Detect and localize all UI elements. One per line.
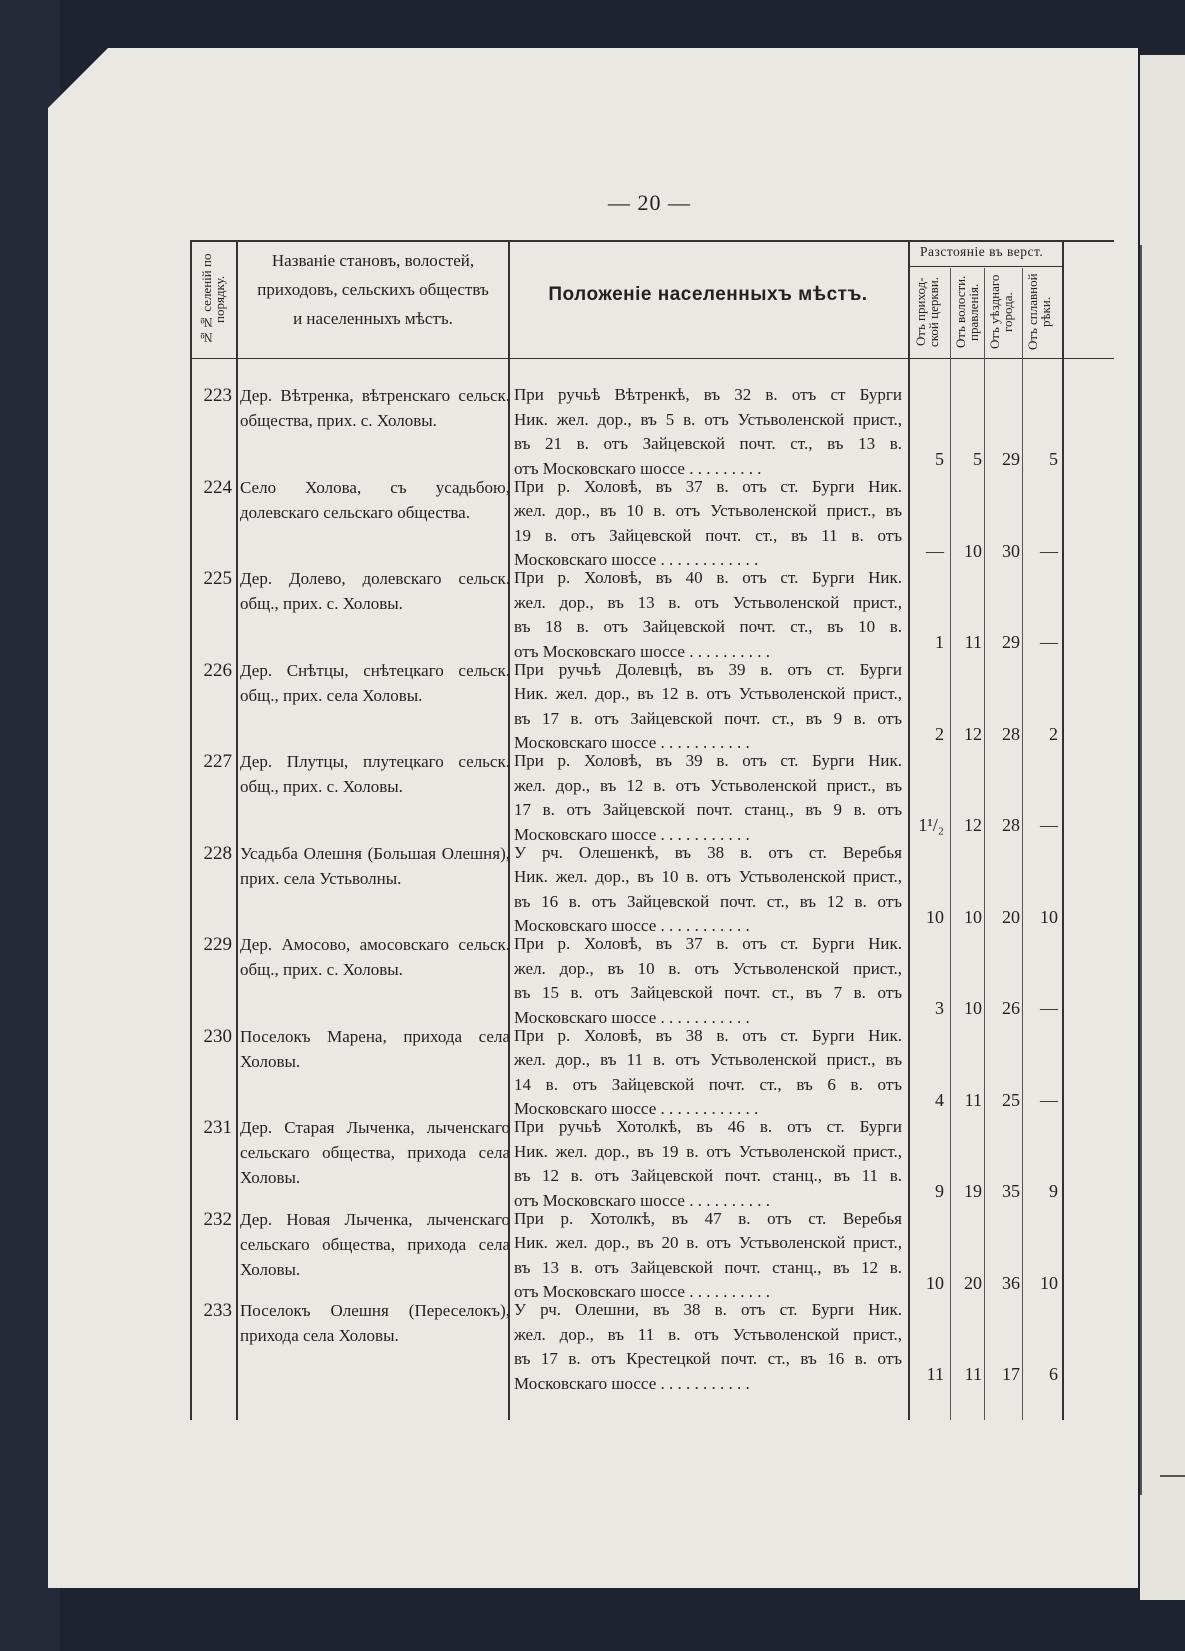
settlement-name: Дер. Вѣтренка, вѣтренскаго сельск. общества, прих. с. Холовы. [240, 386, 510, 430]
position-line: Московскаго шоссе . . . . . . . . . . . [514, 1007, 750, 1027]
dist-church: 5 [935, 449, 944, 469]
settlement-name: Дер. Новая Лыченка, лыченскаго сельскаго общества, прихода села Холовы. [240, 1209, 510, 1279]
dist-town: 29 [1002, 449, 1020, 469]
dist-church: 2 [935, 723, 944, 744]
settlement-number: 231 [203, 1117, 232, 1138]
header-dist-volost: Отъ волости. правленія. [953, 275, 981, 349]
dist-river: 5 [1049, 449, 1058, 469]
table-row [190, 1024, 1114, 1116]
position-line: жел. дор., въ 13 в. отъ Устьволенской прист., [514, 592, 902, 612]
position-line: У рч. Олешни, въ 38 в. отъ ст. Бурги Ник. [514, 1300, 902, 1319]
position-line: жел. дор., въ 11 в. отъ Устьволенской прист., въ [514, 1050, 902, 1069]
header-bottom-rule [190, 358, 1114, 359]
next-page-bottom-rule [1160, 1475, 1185, 1477]
header-name-line-3: и населенныхъ мѣстъ. [293, 309, 453, 328]
position-line: жел. дор., въ 11 в. отъ Устьволенской прист., [514, 1324, 902, 1344]
dist-town: 17 [1002, 1364, 1020, 1384]
dist-river: 10 [1040, 1272, 1058, 1293]
position-line: Ник. жел. дор., въ 19 в. отъ Устьволенской прист., [514, 1141, 902, 1161]
position-line: въ 16 в. отъ Зайцевской почт. ст., въ 12 в. отъ [514, 891, 902, 911]
settlement-number: 229 [203, 934, 232, 955]
dist-river: — [1040, 998, 1058, 1018]
settlement-name: Поселокъ Олешня (Переселокъ), прихода села Холовы. [240, 1301, 510, 1345]
dist-town: 28 [1002, 815, 1020, 835]
table-row [190, 566, 1114, 661]
dist-volost: 12 [964, 815, 982, 835]
position-line: При р. Холовѣ, въ 40 в. отъ ст. Бурги Ник. [514, 568, 902, 587]
header-name-line-1: Названіе становъ, волостей, [271, 251, 475, 270]
settlement-position [514, 566, 902, 664]
settlement-name: Дер. Плутцы, плутецкаго сельск. общ., прих. с. Холовы. [240, 752, 510, 796]
header-dist-church: Отъ приход- ской церкви. [913, 276, 941, 348]
position-line: 14 в. отъ Зайцевской почт. ст., въ 6 в. отъ [514, 1074, 902, 1094]
position-line: въ 17 в. отъ Зайцевской почт. ст., въ 9 в. отъ [514, 708, 902, 728]
settlement-name: Дер. Снѣтцы, снѣтецкаго сельск. общ., прих. села Холовы. [240, 660, 510, 705]
position-line: При р. Холовѣ, въ 37 в. отъ ст. Бурги Ник. [514, 476, 902, 496]
dist-river: — [1040, 1089, 1058, 1110]
position-line: отъ Московскаго шоссе . . . . . . . . . . [514, 1190, 770, 1210]
settlement-position [514, 475, 902, 573]
settlement-number: 230 [203, 1025, 232, 1047]
settlement-name: Дер. Старая Лыченка, лыченскаго сельскаго общества, прихода села Холовы. [240, 1118, 510, 1187]
dist-volost: 10 [964, 540, 982, 561]
dist-church: 10 [926, 906, 944, 927]
table-row [190, 475, 1114, 567]
position-line: 17 в. отъ Зайцевской почт. станц., въ 9 в. отъ [514, 800, 902, 819]
settlement-name: Поселокъ Марена, прихода села Холовы. [240, 1026, 510, 1071]
dist-volost: 11 [964, 1364, 982, 1384]
position-line: Ник. жел. дор., въ 20 в. отъ Устьволенской прист., [514, 1233, 902, 1252]
position-line: Московскаго шоссе . . . . . . . . . . . [514, 733, 750, 752]
table-top-rule [190, 240, 1114, 242]
settlement-number: 223 [203, 385, 232, 406]
dist-volost: 10 [964, 906, 982, 927]
position-line: Ник. жел. дор., въ 12 в. отъ Устьволенской прист., [514, 684, 902, 703]
dist-town: 25 [1002, 1089, 1020, 1110]
dist-volost: 19 [964, 1181, 982, 1201]
dist-volost: 5 [973, 449, 982, 469]
position-line: Московскаго шоссе . . . . . . . . . . . [514, 824, 750, 844]
position-line: 19 в. отъ Зайцевской почт. ст., въ 11 в. отъ [514, 525, 902, 545]
header-name-col [242, 246, 504, 333]
position-line: При р. Хотолкѣ, въ 47 в. отъ ст. Веребья [514, 1208, 902, 1228]
position-line: При ручьѣ Хотолкѣ, въ 46 в. отъ ст. Бурги [514, 1117, 902, 1136]
dist-town: 30 [1002, 540, 1020, 561]
position-line: При р. Холовѣ, въ 39 в. отъ ст. Бурги Ник. [514, 751, 902, 770]
position-line: жел. дор., въ 12 в. отъ Устьволенской прист., въ [514, 775, 902, 795]
settlement-position [514, 383, 902, 481]
position-line: отъ Московскаго шоссе . . . . . . . . . . [514, 1282, 770, 1301]
position-line: отъ Московскаго шоссе . . . . . . . . . . [514, 641, 770, 661]
table-row [190, 383, 1114, 478]
header-distance-title: Разстояніе въ верст. [920, 244, 1044, 259]
settlement-name: Усадьба Олешня (Большая Олешня), прих. села Устьволны. [240, 843, 510, 888]
settlement-number: 225 [203, 568, 232, 589]
settlement-number: 233 [203, 1300, 232, 1321]
dist-town: 26 [1002, 998, 1020, 1018]
position-line: въ 18 в. отъ Зайцевской почт. ст., въ 10 в. [514, 617, 902, 636]
dist-town: 36 [1002, 1272, 1020, 1293]
position-line: У рч. Олешенкѣ, въ 38 в. отъ ст. Веребья [514, 842, 902, 862]
dist-river: 2 [1049, 723, 1058, 744]
table-row [190, 749, 1114, 844]
settlement-position [514, 749, 902, 847]
dist-town: 20 [1002, 906, 1020, 927]
settlement-position [514, 1207, 902, 1305]
position-line: отъ Московскаго шоссе . . . . . . . . . [514, 458, 762, 478]
table-row [190, 841, 1114, 933]
settlement-number: 226 [203, 659, 232, 681]
header-position-col: Положеніе населенныхъ мѣстъ. [548, 284, 868, 305]
position-line: въ 17 в. отъ Крестецкой почт. ст., въ 16 в. отъ [514, 1349, 902, 1368]
settlement-position [514, 1298, 902, 1396]
position-line: въ 13 в. отъ Зайцевской почт. станц., въ 12 в. [514, 1257, 902, 1277]
dist-town: 29 [1002, 632, 1020, 652]
position-line: въ 21 в. отъ Зайцевской почт. ст., въ 13 в. [514, 434, 902, 453]
position-line: жел. дор., въ 10 в. отъ Устьволенской прист., [514, 958, 902, 978]
dist-church: 3 [935, 998, 944, 1018]
dist-river: — [1040, 632, 1058, 652]
table-row [190, 932, 1114, 1027]
dist-church: 1 [935, 632, 944, 652]
position-line: При ручьѣ Долевцѣ, въ 39 в. отъ ст. Бурги [514, 659, 902, 679]
settlement-position [514, 932, 902, 1030]
position-line: Московскаго шоссе . . . . . . . . . . . [514, 916, 750, 935]
dist-river: — [1040, 540, 1058, 561]
settlement-name: Село Холова, съ усадьбою, долевскаго сельскаго общества. [240, 477, 510, 522]
position-line: въ 15 в. отъ Зайцевской почт. ст., въ 7 в. отъ [514, 983, 902, 1002]
settlements-table [190, 240, 1114, 1420]
header-number-col: №№ селеній по порядку. [199, 253, 227, 345]
settlement-number: 228 [203, 842, 232, 864]
dist-church: — [926, 540, 944, 561]
header-dist-river: Отъ сплавной рѣки. [1025, 273, 1053, 351]
page-number: — 20 — [608, 190, 691, 215]
distance-sub-rule [908, 266, 1062, 267]
header-dist-town: Отъ уѣзднаго города. [987, 274, 1015, 350]
settlement-position [514, 1024, 902, 1122]
dist-volost: 20 [964, 1272, 982, 1293]
dist-church: 11 [926, 1364, 944, 1384]
position-line: При р. Холовѣ, въ 37 в. отъ ст. Бурги Ник. [514, 934, 902, 953]
settlement-position [514, 1115, 902, 1213]
dist-town: 35 [1002, 1181, 1020, 1201]
settlement-name: Дер. Долево, долевскаго сельск. общ., прих. с. Холовы. [240, 569, 510, 613]
position-line: Московскаго шоссе . . . . . . . . . . . . [514, 1099, 759, 1118]
dist-church: 1¹/₂ [918, 815, 944, 835]
next-page-edge [1140, 55, 1185, 1600]
header-name-line-2: приходовъ, сельскихъ обществъ [257, 280, 489, 299]
position-line: Ник. жел. дор., въ 10 в. отъ Устьволенской прист., [514, 867, 902, 886]
dist-river: 10 [1040, 906, 1058, 927]
dist-river: 9 [1049, 1181, 1058, 1201]
dist-volost: 10 [964, 998, 982, 1018]
settlement-number: 232 [203, 1208, 232, 1230]
dist-river: — [1040, 815, 1058, 835]
table-row [190, 658, 1114, 750]
settlement-name: Дер. Амосово, амосовскаго сельск. общ., прих. с. Холовы. [240, 935, 510, 979]
dist-town: 28 [1002, 723, 1020, 744]
dist-volost: 11 [964, 632, 982, 652]
dist-church: 9 [935, 1181, 944, 1201]
table-row [190, 1298, 1114, 1393]
position-line: Московскаго шоссе . . . . . . . . . . . [514, 1373, 750, 1393]
settlement-number: 224 [203, 476, 232, 498]
dist-volost: 12 [964, 723, 982, 744]
position-line: въ 12 в. отъ Зайцевской почт. станц., въ 11 в. [514, 1166, 902, 1185]
table-row [190, 1115, 1114, 1210]
dist-volost: 11 [964, 1089, 982, 1110]
position-line: При р. Холовѣ, въ 38 в. отъ ст. Бурги Ник. [514, 1025, 902, 1045]
position-line: Ник. жел. дор., въ 5 в. отъ Устьволенской прист., [514, 409, 902, 429]
settlement-number: 227 [203, 751, 232, 772]
table-row [190, 1207, 1114, 1299]
dist-river: 6 [1049, 1364, 1058, 1384]
position-line: Московскаго шоссе . . . . . . . . . . . . [514, 550, 759, 569]
next-page-table-rule [1140, 245, 1142, 1495]
settlement-position [514, 841, 902, 939]
settlement-position [514, 658, 902, 756]
position-line: жел. дор., въ 10 в. отъ Устьволенской прист., въ [514, 501, 902, 520]
dist-church: 10 [926, 1272, 944, 1293]
position-line: При ручьѣ Вѣтренкѣ, въ 32 в. отъ ст Бурги [514, 385, 902, 404]
dist-church: 4 [935, 1089, 944, 1110]
